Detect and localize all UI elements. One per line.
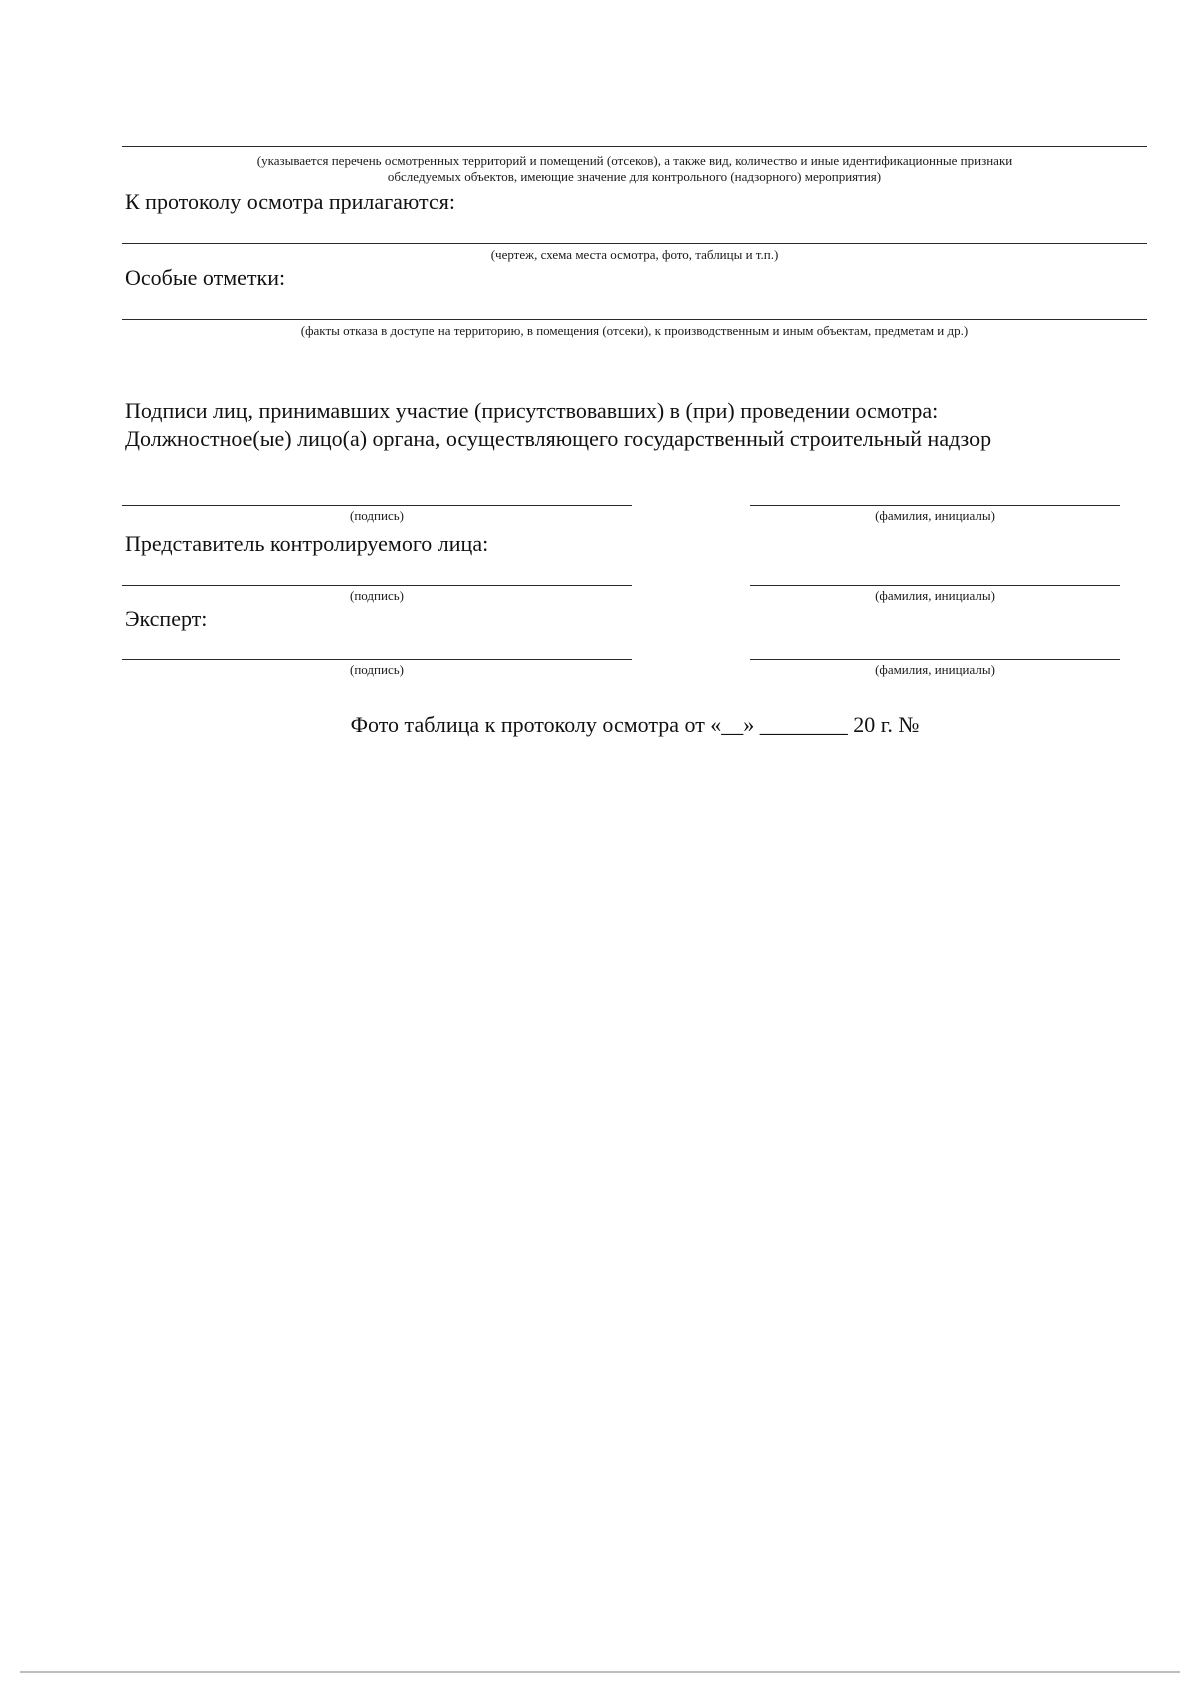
signatures-heading-line1: Подписи лиц, принимавших участие (присутствовавших) в (при) проведении осмотра: — [125, 398, 939, 423]
official-name-hint: (фамилия, инициалы) — [875, 508, 995, 523]
special-notes-line[interactable] — [122, 319, 1147, 320]
official-signature-line[interactable] — [122, 505, 632, 506]
inspected-objects-line[interactable] — [122, 146, 1147, 147]
inspected-objects-hint-line1: (указывается перечень осмотренных территорий и помещений (отсеков), а также вид, количество и иные идентификационные признаки — [256, 153, 1013, 168]
expert-signature-hint: (подпись) — [350, 662, 404, 677]
expert-label: Эксперт: — [125, 606, 208, 631]
inspected-objects-hint — [122, 153, 1147, 185]
attachments-hint: (чертеж, схема места осмотра, фото, таблицы и т.п.) — [490, 247, 779, 262]
expert-name-hint: (фамилия, инициалы) — [875, 662, 995, 677]
representative-name-line[interactable] — [750, 585, 1120, 586]
representative-name-hint: (фамилия, инициалы) — [875, 588, 995, 603]
special-notes-label: Особые отметки: — [125, 265, 286, 290]
representative-label: Представитель контролируемого лица: — [125, 531, 489, 556]
special-notes-hint: (факты отказа в доступе на территорию, в помещения (отсеки), к производственным и иным объектам, предметам и др.) — [300, 323, 969, 338]
representative-signature-hint: (подпись) — [350, 588, 404, 603]
scan-bottom-edge — [20, 1671, 1180, 1673]
official-signature-hint: (подпись) — [350, 508, 404, 523]
attachments-line[interactable] — [122, 243, 1147, 244]
signatures-heading-line2: Должностное(ые) лицо(а) органа, осуществляющего государственный строительный надзор — [125, 426, 992, 451]
official-name-line[interactable] — [750, 505, 1120, 506]
photo-table-title: Фото таблица к протоколу осмотра от «__» ________ 20 г. № — [350, 712, 920, 737]
expert-name-line[interactable] — [750, 659, 1120, 660]
representative-signature-line[interactable] — [122, 585, 632, 586]
attachments-label: К протоколу осмотра прилагаются: — [125, 189, 455, 214]
inspected-objects-hint-line2: обследуемых объектов, имеющие значение для контрольного (надзорного) мероприятия) — [387, 169, 882, 184]
expert-signature-line[interactable] — [122, 659, 632, 660]
